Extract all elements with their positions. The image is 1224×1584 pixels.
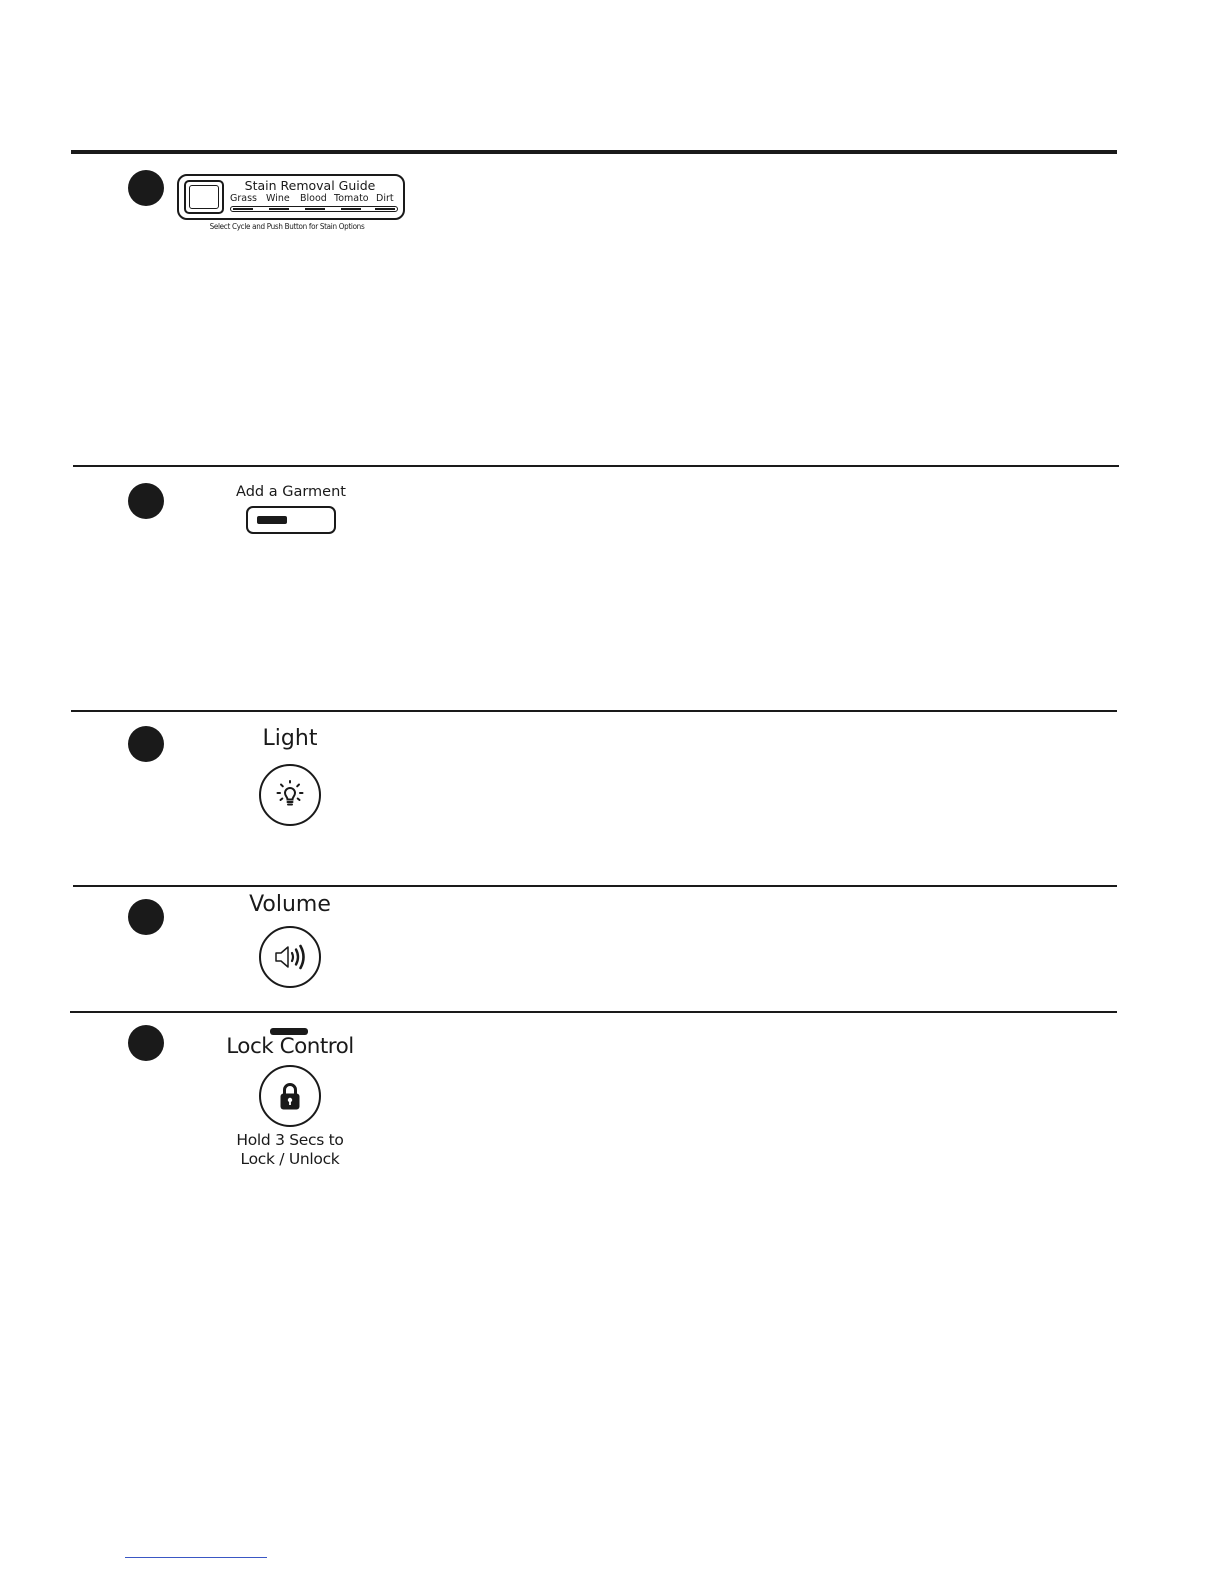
stain-option-wine: Wine xyxy=(266,193,290,204)
stain-removal-caption: Select Cycle and Push Button for Stain Options xyxy=(209,222,365,231)
footer-link-underline[interactable] xyxy=(125,1557,267,1558)
section-bullet-stain xyxy=(128,170,164,206)
stain-removal-title: Stain Removal Guide xyxy=(244,178,376,193)
light-button[interactable] xyxy=(259,764,321,826)
section-bullet-light xyxy=(128,726,164,762)
stain-led-dirt xyxy=(375,208,395,210)
add-garment-label: Add a Garment xyxy=(236,484,346,500)
volume-label: Volume xyxy=(249,892,331,917)
section-bullet-lock xyxy=(128,1025,164,1061)
padlock-icon xyxy=(277,1081,303,1111)
stain-led-blood xyxy=(305,208,325,210)
stain-led-grass xyxy=(233,208,253,210)
stain-option-blood: Blood xyxy=(300,193,327,204)
volume-button[interactable] xyxy=(259,926,321,988)
stain-led-wine xyxy=(269,208,289,210)
lock-caption-line-2: Lock / Unlock xyxy=(240,1150,340,1168)
section-bullet-volume xyxy=(128,899,164,935)
stain-option-grass: Grass xyxy=(230,193,257,204)
lock-control-caption xyxy=(220,1131,360,1169)
stain-option-tomato: Tomato xyxy=(334,193,369,204)
light-label: Light xyxy=(262,726,318,751)
lock-caption-line-1: Hold 3 Secs to xyxy=(236,1131,344,1149)
section-rule-2 xyxy=(73,465,1119,467)
section-bullet-garment xyxy=(128,483,164,519)
lock-control-button[interactable] xyxy=(259,1065,321,1127)
lock-control-label: Lock Control xyxy=(226,1034,354,1059)
section-rule-5 xyxy=(70,1011,1117,1013)
section-rule-4 xyxy=(73,885,1117,887)
lightbulb-icon xyxy=(273,778,307,812)
speaker-icon xyxy=(272,942,308,972)
stain-option-dirt: Dirt xyxy=(376,193,394,204)
section-rule-3 xyxy=(71,710,1117,712)
section-rule-top xyxy=(71,150,1117,154)
stain-removal-button[interactable] xyxy=(184,180,224,214)
add-garment-indicator xyxy=(257,516,287,524)
stain-led-tomato xyxy=(341,208,361,210)
